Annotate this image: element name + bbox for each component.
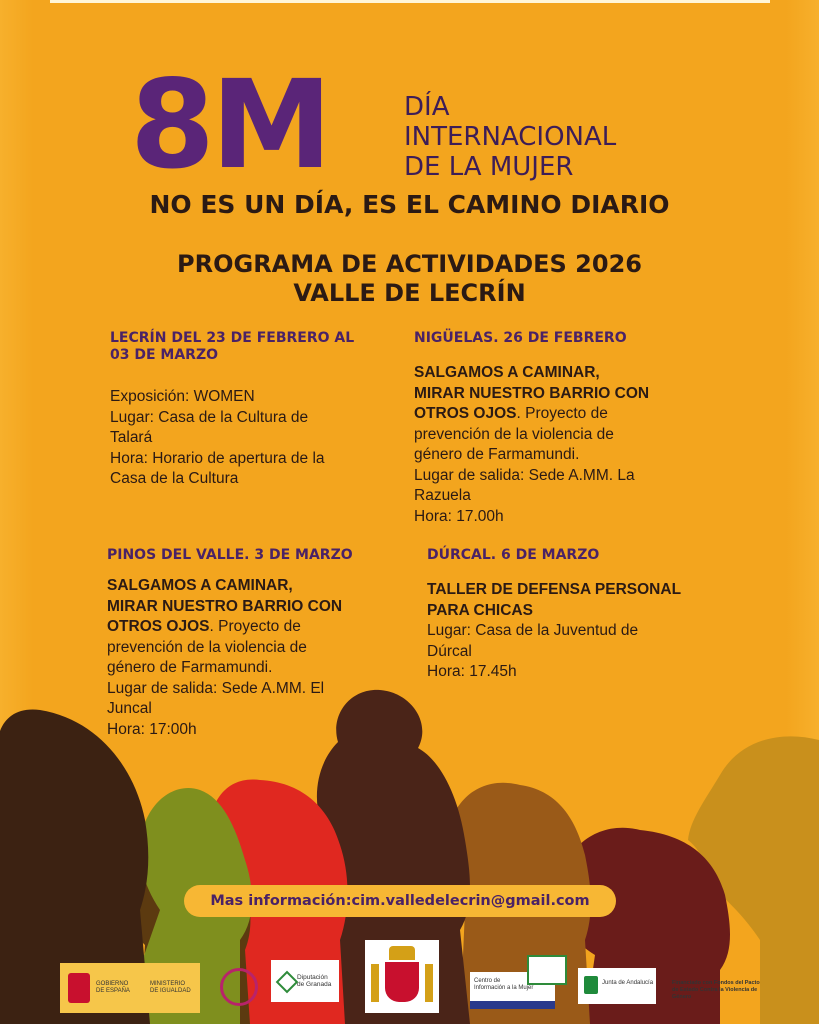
logo-text-line: GOBIERNO: [96, 981, 129, 987]
event-line: prevención de la violencia de: [414, 425, 614, 443]
event-line: Hora: 17.00h: [414, 507, 504, 525]
event-line: [110, 387, 354, 408]
logo-text-line: Centro de: [474, 978, 501, 984]
event-line-text: . Proyecto de: [209, 618, 301, 635]
event-details: [414, 363, 649, 527]
event-line-text: Exposición: WOMEN: [110, 388, 255, 405]
event-line: [107, 617, 353, 638]
event-line: MIRAR NUESTRO BARRIO CON: [107, 597, 343, 615]
logo-diputacion-text: [297, 974, 331, 988]
crown-icon: [389, 946, 415, 960]
event-line: Dúrcal: [427, 642, 472, 660]
coat-of-arms-logo: [365, 940, 439, 1013]
logo-junta-andalucia: [578, 968, 656, 1004]
event-line: Hora: 17.45h: [427, 663, 517, 680]
spain-shield-icon: [68, 973, 90, 1003]
event-line: Juncal: [107, 700, 152, 717]
day-line-2: INTERNACIONAL: [404, 122, 617, 152]
event-line-text: . Proyecto de: [516, 405, 608, 422]
event-line: Lugar: Casa de la Juventud de: [427, 622, 639, 639]
logo-text-line: DE IGUALDAD: [150, 988, 191, 994]
diputacion-icon: [276, 971, 299, 994]
funding-note: [672, 980, 772, 1001]
event-durcal: [427, 547, 681, 683]
event-line: SALGAMOS A CAMINAR,: [107, 577, 293, 594]
day-line-3: DE LA MUJER: [404, 152, 574, 182]
pencil-logo-icon: [527, 955, 567, 985]
tagline: NO ES UN DÍA, ES EL CAMINO DIARIO: [149, 190, 670, 219]
logo-text-line: DE ESPAÑA: [96, 988, 130, 994]
cim-bar: [470, 1001, 555, 1009]
logo-text-line: Diputación: [297, 974, 328, 981]
event-line: género de Farmamundi.: [414, 446, 580, 463]
program-title-line-2: VALLE DE LECRÍN: [293, 279, 526, 307]
event-line: Lugar de salida: Sede A.MM. El: [107, 679, 325, 697]
event-line: Hora: Horario de apertura de la: [110, 449, 325, 467]
logo-gobierno-text: [96, 981, 130, 995]
event-line: Hora: 17:00h: [107, 720, 197, 738]
event-line: género de Farmamundi.: [107, 659, 273, 676]
logo-text-line: Información a la Mujer: [474, 985, 534, 991]
event-niguelas: [414, 330, 649, 527]
event-line: prevención de la violencia de: [107, 638, 307, 656]
event-line: PARA CHICAS: [427, 601, 533, 619]
event-details: [110, 387, 354, 490]
junta-icon: [584, 976, 598, 994]
event-lecrin: [110, 330, 354, 490]
program-title-line-1: PROGRAMA DE ACTIVIDADES 2026: [177, 250, 642, 278]
event-heading-line: LECRÍN DEL 23 DE FEBRERO AL: [110, 330, 355, 346]
program-title: [0, 250, 819, 308]
logo-text-line: de Granada: [297, 981, 332, 988]
day-line-1: DÍA: [404, 92, 450, 122]
pillar-left-icon: [371, 964, 379, 1002]
event-details: [427, 580, 681, 683]
event-line: MIRAR NUESTRO BARRIO CON: [414, 384, 650, 402]
event-heading: PINOS DEL VALLE. 3 DE MARZO: [107, 547, 353, 563]
big-8m-title: 8M: [130, 54, 329, 196]
event-line: Lugar: Casa de la Cultura de: [110, 408, 309, 426]
shield-icon: [385, 962, 419, 1002]
event-line-bold: OTROS OJOS: [107, 618, 210, 635]
event-heading: DÚRCAL. 6 DE MARZO: [427, 547, 600, 563]
punto-violeta-logo-icon: [220, 968, 258, 1006]
contact-email: Mas información:cim.valledelecrin@gmail.com: [184, 885, 616, 917]
event-line: TALLER DE DEFENSA PERSONAL: [427, 581, 682, 598]
event-line: SALGAMOS A CAMINAR,: [414, 364, 600, 381]
logo-ministerio-text: [150, 981, 191, 995]
hero-title: [130, 54, 730, 196]
event-heading: [110, 330, 354, 364]
event-heading: NIGÜELAS. 26 DE FEBRERO: [414, 330, 627, 346]
logo-diputacion-granada: [271, 960, 339, 1002]
event-line-bold: OTROS OJOS: [414, 405, 517, 422]
event-line: Lugar de salida: Sede A.MM. La: [414, 466, 635, 484]
top-border: [50, 0, 770, 3]
day-title: [404, 92, 616, 182]
logo-gobierno-ministerio: [60, 963, 200, 1013]
funding-line: de Estado Contra la Violencia de Género: [672, 987, 758, 1000]
logo-cim-text: [474, 978, 533, 992]
logo-text-line: MINISTERIO: [150, 981, 186, 987]
funding-line: Financiado con Fondos del Pacto: [672, 980, 760, 986]
event-heading-line: 03 DE MARZO: [110, 347, 219, 363]
pillar-right-icon: [425, 964, 433, 1002]
event-line: Talará: [110, 429, 153, 446]
event-line: Razuela: [414, 487, 471, 504]
event-line: [414, 404, 649, 425]
logo-junta-text: Junta de Andalucía: [602, 980, 654, 986]
event-line: Casa de la Cultura: [110, 470, 239, 487]
